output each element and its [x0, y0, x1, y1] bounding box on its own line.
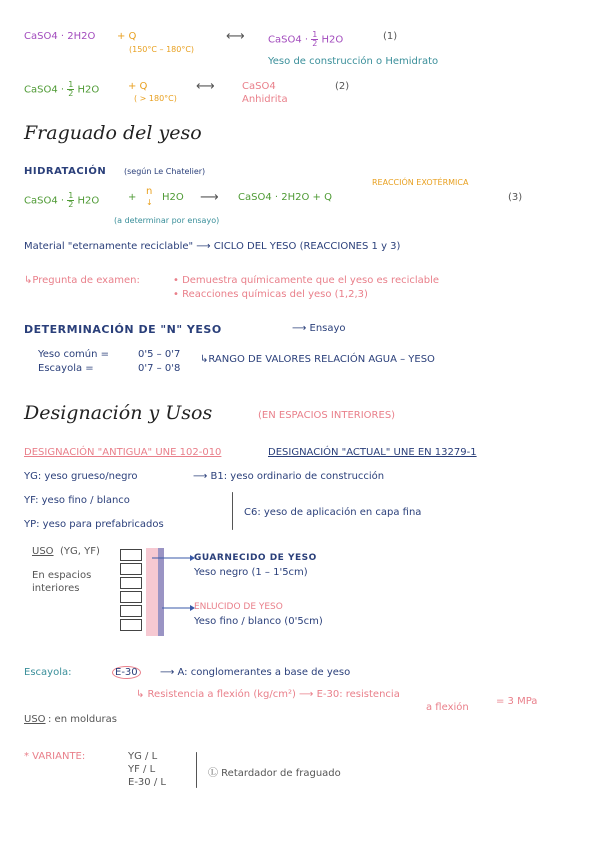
eq1-frac-n: 1	[312, 30, 318, 39]
hidratacion-number: (3)	[508, 192, 523, 203]
determinacion-title: DETERMINACIÓN DE "N" YESO	[24, 323, 222, 336]
brick	[120, 605, 142, 617]
hidratacion-n-down-arrow: ↓	[146, 198, 153, 207]
hidratacion-plus: +	[128, 192, 137, 203]
hidratacion-eq-a: CaSO4 ·	[24, 195, 65, 207]
c6-line: C6: yeso de aplicación en capa fina	[244, 507, 422, 518]
escayola-e30	[112, 667, 141, 678]
eq2-left	[24, 81, 99, 98]
yp-line: YP: yeso para prefabricados	[24, 519, 164, 530]
designacion-brace	[232, 492, 233, 530]
resistencia-mpa: = 3 MPa	[496, 696, 538, 707]
brick	[120, 549, 142, 561]
hidratacion-sub: (según Le Chatelier)	[124, 167, 206, 176]
brick	[120, 563, 142, 575]
eq1-right	[268, 31, 343, 48]
guarnecido-sub: Yeso negro (1 – 1'5cm)	[194, 567, 308, 578]
yeso-comun-label: Yeso común =	[38, 349, 110, 360]
hidratacion-arrow: ⟶	[200, 190, 219, 205]
eq2-frac-d: 2	[68, 89, 74, 98]
eq1-left: CaSO4 · 2H2O	[24, 31, 96, 42]
retardador: Ⓛ Retardador de fraguado	[208, 768, 341, 779]
eq1-plus-q: + Q	[117, 31, 137, 42]
hidratacion-fraction	[67, 192, 74, 209]
uso-molduras-text: : en molduras	[48, 714, 117, 725]
eq2-anhidrita: Anhidrita	[242, 94, 288, 105]
pregunta-item-1: • Demuestra químicamente que el yeso es reciclable	[173, 275, 440, 286]
variante-brace	[196, 752, 197, 788]
eq1-right-a: CaSO4 ·	[268, 34, 309, 46]
eq2-frac-n: 1	[68, 80, 74, 89]
escayola-value: 0'7 – 0'8	[138, 363, 181, 374]
section-title-designacion: Designación y Usos	[24, 402, 213, 424]
section-subtitle-interiores: (EN ESPACIOS INTERIORES)	[258, 410, 396, 421]
eq2-plus-q: + Q	[128, 81, 148, 92]
hidratacion-eq-b: H2O	[77, 195, 100, 207]
e30-circled: E-30	[112, 666, 141, 679]
resistencia-line: ↳ Resistencia a flexión (kg/cm²) ⟶ E-30: resistencia	[136, 689, 400, 700]
yg-line: YG: yeso grueso/negro	[24, 471, 138, 482]
variante-item-3: E-30 / L	[128, 777, 166, 788]
brick	[120, 577, 142, 589]
hidratacion-frac-d: 2	[68, 200, 74, 209]
hidratacion-label: HIDRATACIÓN	[24, 166, 107, 177]
eq2-number: (2)	[335, 81, 350, 92]
enlucido-title: ENLUCIDO DE YESO	[194, 602, 283, 612]
eq2-temp: ( > 180°C)	[134, 94, 177, 103]
eq2-arrow: ⟷	[196, 79, 215, 94]
layer-arrows	[150, 550, 196, 620]
b1-line: ⟶ B1: yeso ordinario de construcción	[193, 471, 385, 482]
eq1-frac-d: 2	[312, 39, 318, 48]
hidratacion-n: n	[146, 186, 153, 197]
eq1-arrow: ⟷	[226, 29, 245, 44]
uso-label: USO	[32, 546, 54, 557]
brick	[120, 591, 142, 603]
hidratacion-frac-n: 1	[68, 191, 74, 200]
eq1-description: Yeso de construcción o Hemidrato	[268, 56, 439, 67]
uso-interiores: interiores	[32, 583, 80, 594]
resistencia-flexion: a flexión	[426, 702, 469, 713]
pregunta-item-2: • Reacciones químicas del yeso (1,2,3)	[173, 289, 368, 300]
rango-valores: ↳RANGO DE VALORES RELACIÓN AGUA – YESO	[200, 354, 435, 365]
eq2-right: CaSO4	[242, 81, 276, 92]
eq1-temp: (150°C – 180°C)	[129, 45, 195, 54]
designacion-antigua: DESIGNACIÓN "ANTIGUA" UNE 102-010	[24, 447, 222, 458]
yeso-comun-value: 0'5 – 0'7	[138, 349, 181, 360]
uso-label-sub: (YG, YF)	[60, 546, 100, 557]
uso-en-espacios: En espacios	[32, 570, 92, 581]
eq1-fraction	[311, 31, 318, 48]
eq2-fraction	[67, 81, 74, 98]
escayola-label: Escayola =	[38, 363, 94, 374]
enlucido-sub: Yeso fino / blanco (0'5cm)	[194, 616, 323, 627]
brick	[120, 619, 142, 631]
variante-item-1: YG / L	[128, 751, 158, 762]
escayola-arrow-a: ⟶ A: conglomerantes a base de yeso	[160, 667, 351, 678]
eq2-left-a: CaSO4 ·	[24, 84, 65, 96]
hidratacion-h2o: H2O	[162, 192, 184, 203]
material-line: Material "eternamente reciclable" ⟶ CICLO DEL YESO (REACCIONES 1 y 3)	[24, 241, 401, 252]
eq2-left-b: H2O	[77, 84, 100, 96]
designacion-actual: DESIGNACIÓN "ACTUAL" UNE EN 13279-1	[268, 447, 477, 458]
yf-line: YF: yeso fino / blanco	[24, 495, 130, 506]
eq1-number: (1)	[383, 31, 398, 42]
variante-label: * VARIANTE:	[24, 751, 86, 762]
hidratacion-eq-left	[24, 192, 99, 209]
n-note: (a determinar por ensayo)	[114, 216, 220, 225]
hidratacion-eq-right: CaSO4 · 2H2O + Q	[238, 192, 332, 203]
variante-item-2: YF / L	[128, 764, 156, 775]
guarnecido-title: GUARNECIDO DE YESO	[194, 553, 317, 563]
eq1-right-b: H2O	[321, 34, 344, 46]
section-title-fraguado: Fraguado del yeso	[24, 122, 202, 144]
escayola-title: Escayola:	[24, 667, 72, 678]
determinacion-arrow: ⟶ Ensayo	[292, 323, 346, 334]
reaccion-exotermica: REACCIÓN EXOTÉRMICA	[372, 178, 469, 187]
uso-molduras-label: USO	[24, 714, 46, 725]
pregunta-label: ↳Pregunta de examen:	[24, 275, 140, 286]
